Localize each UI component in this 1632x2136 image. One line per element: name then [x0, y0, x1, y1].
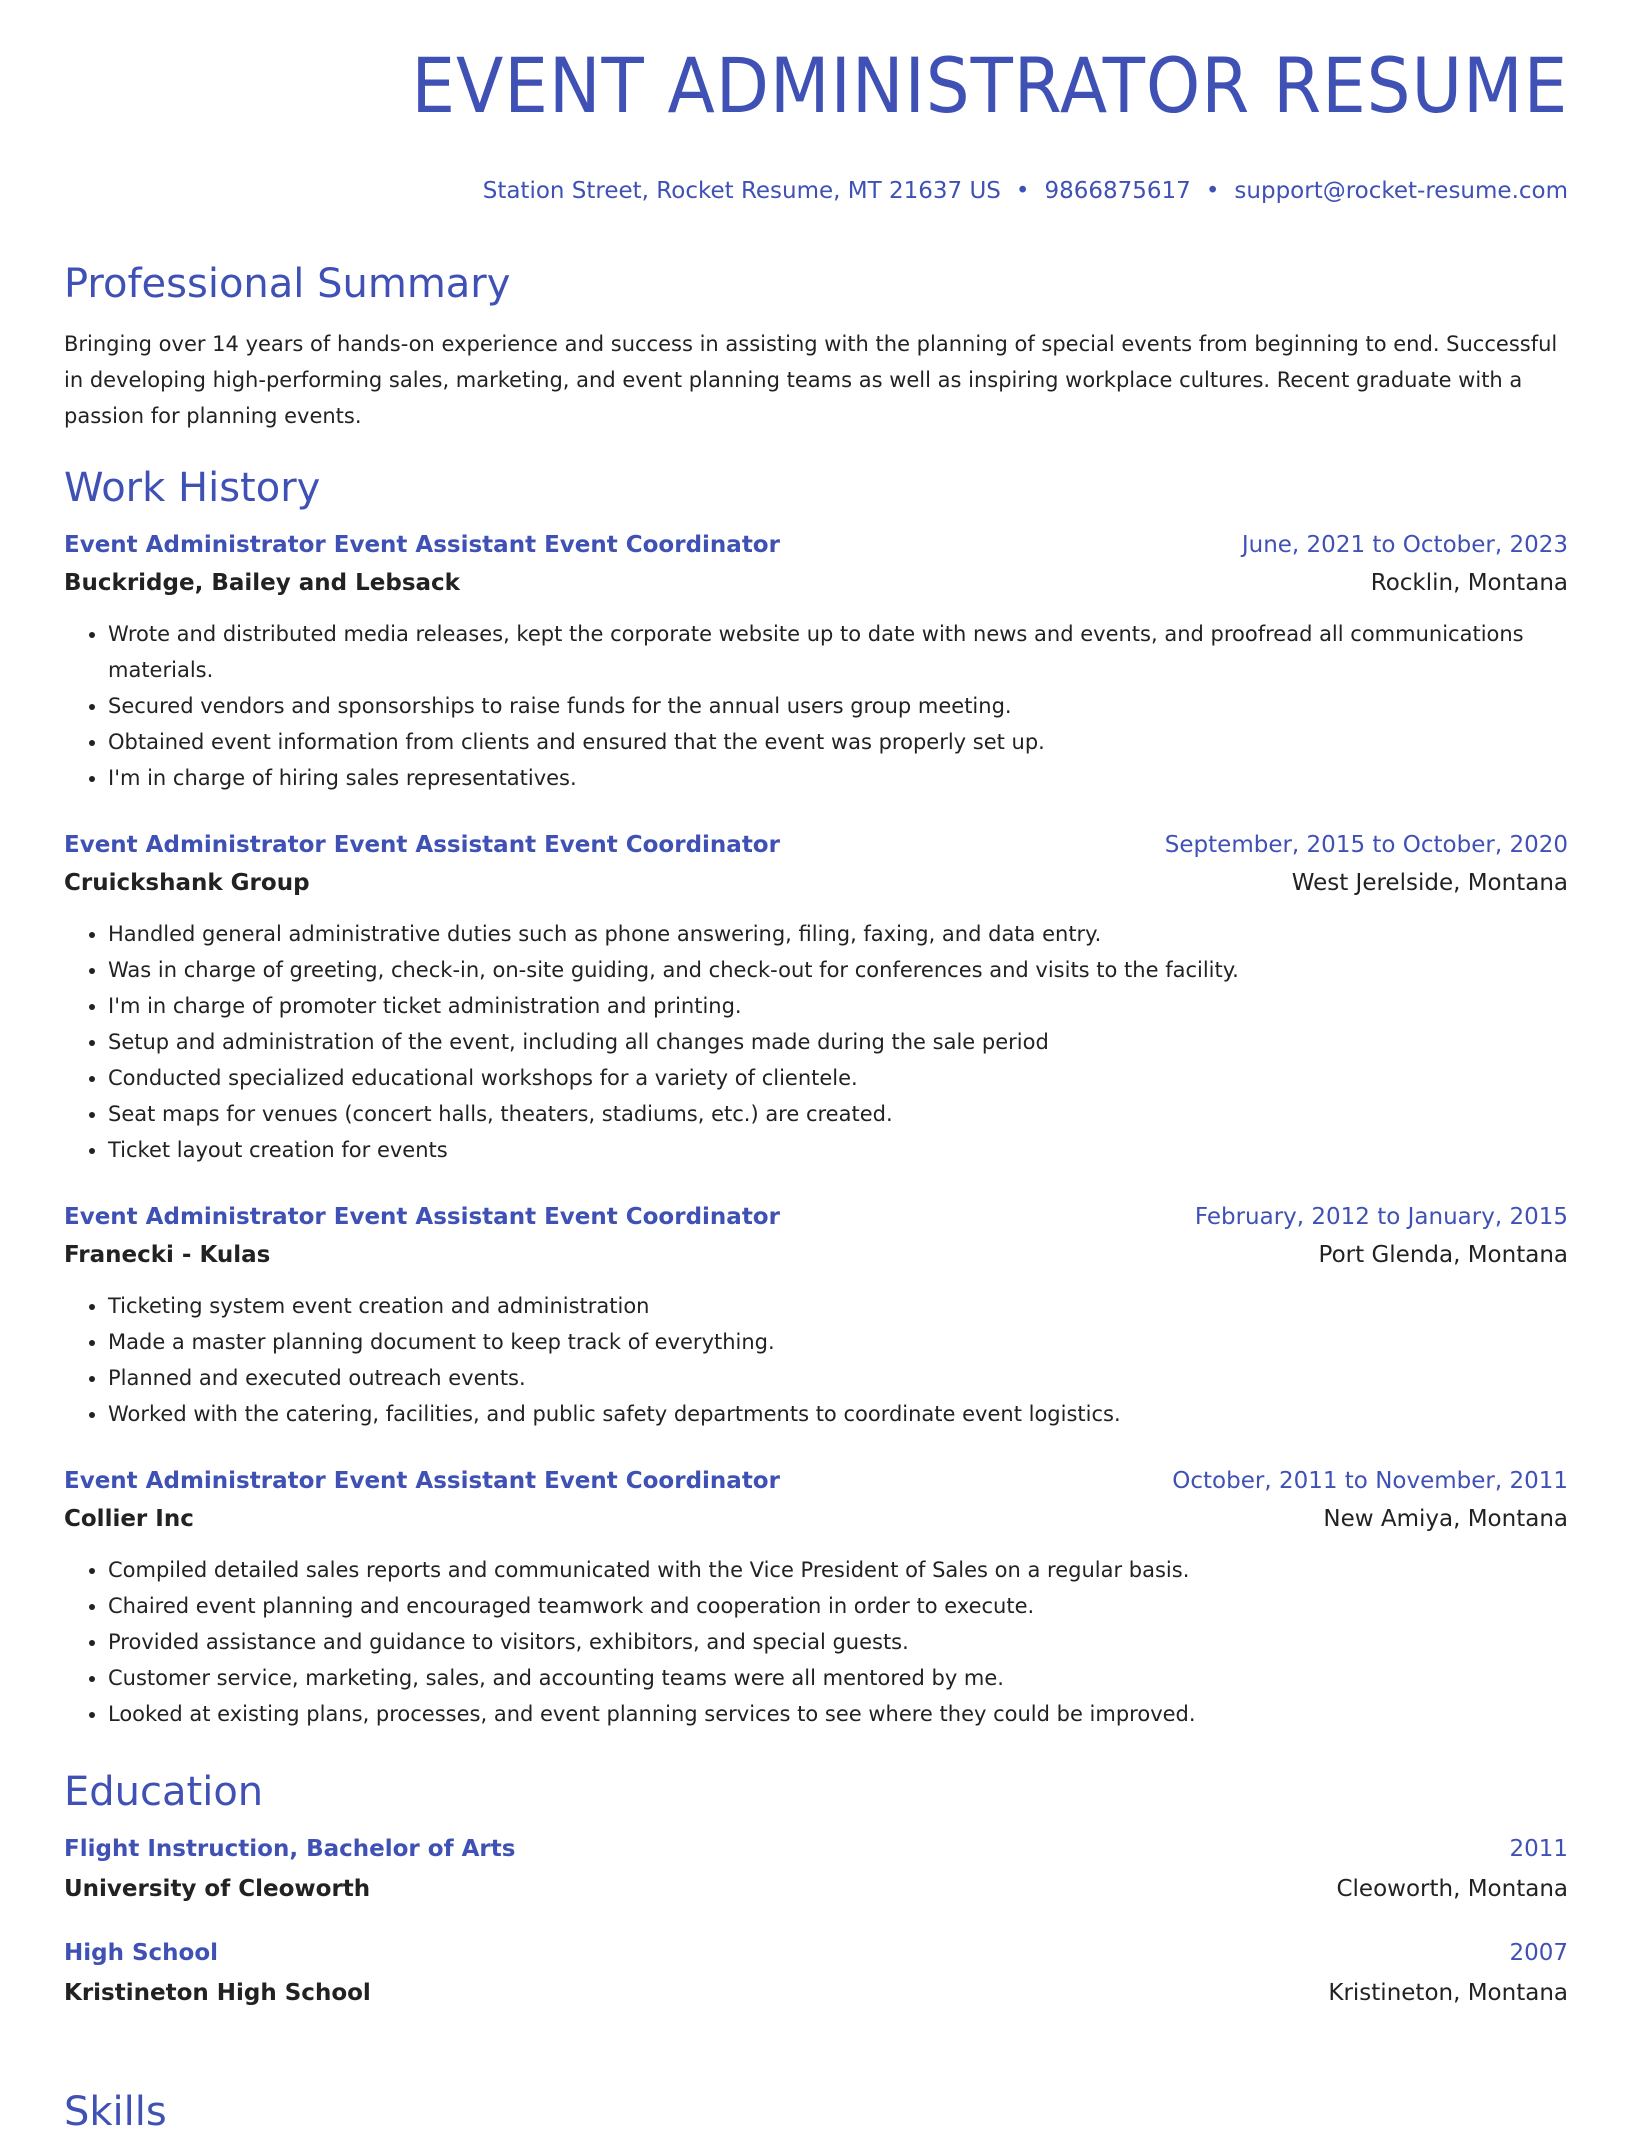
job-bullet: • I'm in charge of promoter ticket administration and printing. [108, 988, 1568, 1024]
job-title: Event Administrator Event Assistant Event Coordinator [64, 1468, 780, 1494]
job-employer-row [64, 866, 1568, 900]
education-section [64, 1768, 1568, 2010]
job-location: Port Glenda, Montana [1318, 1242, 1568, 1268]
contact-line [483, 180, 1568, 203]
job-bullet: • Handled general administrative duties such as phone answering, filing, faxing, and data entry. [108, 916, 1568, 952]
contact-separator: • [1015, 178, 1030, 204]
education-location: Cleoworth, Montana [1336, 1876, 1568, 1902]
job-dates: September, 2015 to October, 2020 [1164, 832, 1568, 858]
job-bullet-list [64, 1552, 1568, 1732]
job-bullet: • Was in charge of greeting, check-in, on-site guiding, and check-out for conferences and visits to the facility. [108, 952, 1568, 988]
job-bullet: • Seat maps for venues (concert halls, theaters, stadiums, etc.) are created. [108, 1096, 1568, 1132]
job-bullet: • Compiled detailed sales reports and communicated with the Vice President of Sales on a regular basis. [108, 1552, 1568, 1588]
education-entry [64, 1936, 1568, 2010]
job-entry [64, 1464, 1568, 1732]
job-bullet: • Customer service, marketing, sales, and accounting teams were all mentored by me. [108, 1660, 1568, 1696]
job-bullet: • Chaired event planning and encouraged teamwork and cooperation in order to execute. [108, 1588, 1568, 1624]
job-bullet: • Obtained event information from clients and ensured that the event was properly set up. [108, 724, 1568, 760]
job-dates: June, 2021 to October, 2023 [1241, 532, 1568, 558]
education-header-row [64, 1936, 1568, 1970]
job-header-row [64, 528, 1568, 562]
education-school: University of Cleoworth [64, 1876, 371, 1902]
summary-text: Bringing over 14 years of hands-on experience and success in assisting with the planning of special events from beginning to end. Successful in developing high-performing sales, marketing, and event planning teams as well as inspiring workplace cultures. Recent graduate with a passion for planning events. [64, 332, 1558, 428]
job-bullet: • Secured vendors and sponsorships to raise funds for the annual users group meeting. [108, 688, 1568, 724]
contact-separator: • [1205, 178, 1220, 204]
contact-email: support@rocket-resume.com [1234, 178, 1568, 204]
job-bullet: • Wrote and distributed media releases, kept the corporate website up to date with news and events, and proofread all communications materials. [108, 616, 1568, 688]
resume-page [64, 0, 1568, 2135]
job-dates: October, 2011 to November, 2011 [1172, 1468, 1568, 1494]
job-title: Event Administrator Event Assistant Event Coordinator [64, 1204, 780, 1230]
job-company: Franecki - Kulas [64, 1242, 271, 1268]
education-year: 2011 [1509, 1836, 1568, 1862]
education-school: Kristineton High School [64, 1980, 371, 2006]
education-entry [64, 1832, 1568, 1906]
resume-body [64, 260, 1568, 2010]
professional-summary-section [64, 260, 1568, 434]
section-heading-work-history: Work History [64, 465, 321, 511]
education-degree: Flight Instruction, Bachelor of Arts [64, 1836, 516, 1862]
job-bullet-list [64, 1288, 1568, 1432]
job-company: Cruickshank Group [64, 870, 310, 896]
education-school-row [64, 1872, 1568, 1906]
resume-title: EVENT ADMINISTRATOR RESUME [411, 41, 1568, 130]
job-entry [64, 828, 1568, 1168]
section-heading-summary: Professional Summary [64, 261, 511, 307]
job-header-row [64, 1200, 1568, 1234]
job-employer-row [64, 1502, 1568, 1536]
job-employer-row [64, 1238, 1568, 1272]
education-school-row [64, 1976, 1568, 2010]
job-location: West Jerelside, Montana [1291, 870, 1568, 896]
job-employer-row [64, 566, 1568, 600]
education-year: 2007 [1509, 1940, 1568, 1966]
job-bullet: • Provided assistance and guidance to visitors, exhibitors, and special guests. [108, 1624, 1568, 1660]
job-bullet: • Ticketing system event creation and administration [108, 1288, 1568, 1324]
section-heading-skills: Skills [64, 2089, 167, 2135]
job-bullet: • Conducted specialized educational workshops for a variety of clientele. [108, 1060, 1568, 1096]
job-bullet: • Setup and administration of the event, including all changes made during the sale period [108, 1024, 1568, 1060]
job-bullet: • Looked at existing plans, processes, and event planning services to see where they could be improved. [108, 1696, 1568, 1732]
job-title: Event Administrator Event Assistant Event Coordinator [64, 832, 780, 858]
job-bullet-list [64, 916, 1568, 1168]
job-entry [64, 528, 1568, 796]
job-bullet: • I'm in charge of hiring sales representatives. [108, 760, 1568, 796]
job-bullet: • Planned and executed outreach events. [108, 1360, 1568, 1396]
job-bullet: • Ticket layout creation for events [108, 1132, 1568, 1168]
job-bullet: • Made a master planning document to keep track of everything. [108, 1324, 1568, 1360]
education-location: Kristineton, Montana [1328, 1980, 1568, 2006]
section-heading-education: Education [64, 1769, 264, 1815]
job-dates: February, 2012 to January, 2015 [1194, 1204, 1568, 1230]
job-company: Collier Inc [64, 1506, 194, 1532]
contact-phone: 9866875617 [1044, 178, 1191, 204]
education-degree: High School [64, 1940, 219, 1966]
contact-address: Station Street, Rocket Resume, MT 21637 US [482, 178, 1001, 204]
job-location: New Amiya, Montana [1323, 1506, 1568, 1532]
job-header-row [64, 828, 1568, 862]
job-title: Event Administrator Event Assistant Event Coordinator [64, 532, 780, 558]
job-company: Buckridge, Bailey and Lebsack [64, 570, 460, 596]
job-bullet: • Worked with the catering, facilities, and public safety departments to coordinate event logistics. [108, 1396, 1568, 1432]
job-bullet-list [64, 616, 1568, 796]
work-history-section [64, 464, 1568, 1732]
job-entry [64, 1200, 1568, 1432]
job-location: Rocklin, Montana [1370, 570, 1568, 596]
education-header-row [64, 1832, 1568, 1866]
job-header-row [64, 1464, 1568, 1498]
